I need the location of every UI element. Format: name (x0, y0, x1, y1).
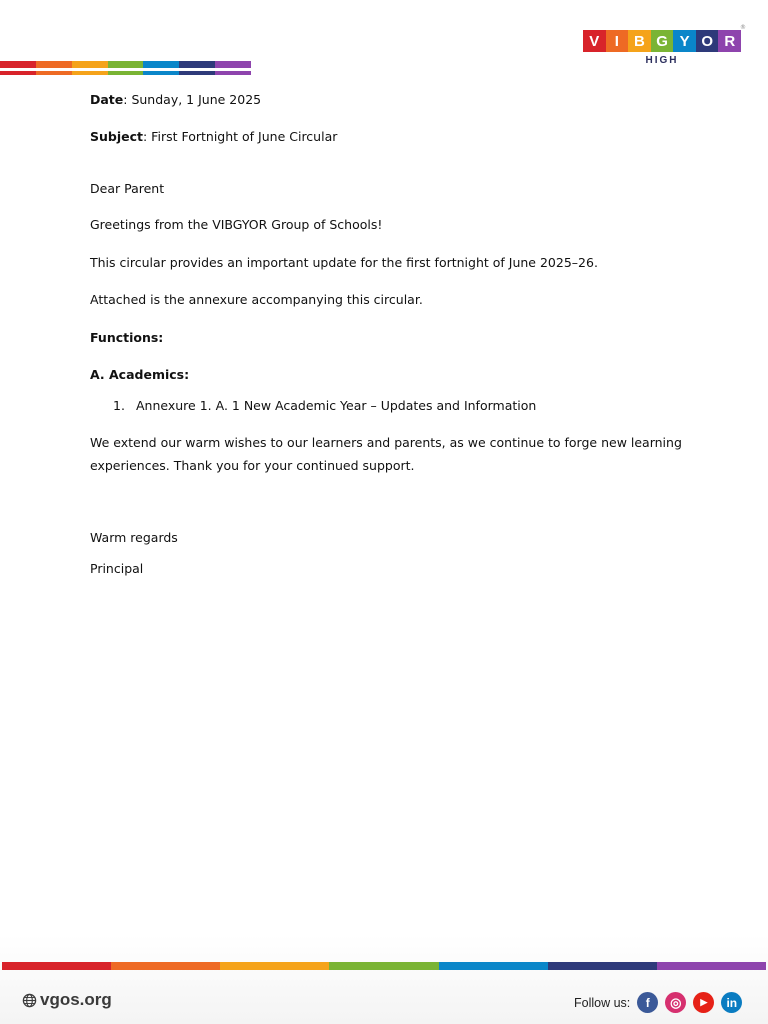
subject-value: : First Fortnight of June Circular (143, 129, 338, 144)
facebook-icon[interactable]: f (637, 992, 658, 1013)
website-text: vgos.org (40, 990, 112, 1009)
color-stripe-segment (108, 61, 144, 68)
logo-letters (583, 30, 741, 52)
attached-note: Attached is the annexure accompanying this circular. (90, 292, 423, 307)
linkedin-icon[interactable]: in (721, 992, 742, 1013)
color-stripe-segment (143, 71, 179, 75)
color-stripe-segment (329, 962, 438, 970)
social-icons (637, 992, 749, 1013)
subject-line (90, 128, 337, 146)
date-label: Date (90, 92, 124, 107)
logo-letter: O (696, 30, 719, 52)
color-stripe-segment (0, 61, 36, 68)
logo-letter: G (651, 30, 674, 52)
logo-letter: R (718, 30, 741, 52)
youtube-icon[interactable]: ▶ (693, 992, 714, 1013)
functions-heading (90, 329, 163, 347)
website-link[interactable] (22, 990, 112, 1010)
logo-letter: V (583, 30, 606, 52)
functions-heading-text: Functions: (90, 330, 164, 345)
color-stripe-segment (72, 71, 108, 75)
list-item-text: Annexure 1. A. 1 New Academic Year – Updates and Information (136, 398, 537, 413)
color-stripe-segment (215, 61, 251, 68)
color-stripe-segment (0, 71, 36, 75)
logo-letter: B (628, 30, 651, 52)
color-stripe-segment (36, 71, 72, 75)
logo-letter: I (606, 30, 629, 52)
color-stripe-segment (179, 61, 215, 68)
color-stripe-segment (548, 962, 657, 970)
color-stripe-segment (2, 962, 111, 970)
list-item (90, 397, 690, 415)
logo-subtitle: HIGH (645, 55, 679, 66)
date-value: : Sunday, 1 June 2025 (123, 92, 262, 107)
subject-label: Subject (90, 129, 143, 144)
logo-letter: Y (673, 30, 696, 52)
globe-icon (22, 993, 37, 1008)
sign-off: Warm regards (90, 530, 178, 545)
color-stripe-segment (179, 71, 215, 75)
color-stripe-segment (111, 962, 220, 970)
header-color-stripes (0, 61, 251, 75)
list-item-number: 1. (113, 398, 125, 413)
color-stripe-segment (36, 61, 72, 68)
closing-paragraph: We extend our warm wishes to our learners and parents, as we continue to forge new learning experiences. Thank you for your continued support. (90, 435, 682, 473)
color-stripe-segment (72, 61, 108, 68)
color-stripe-segment (108, 71, 144, 75)
color-stripe-segment (439, 962, 548, 970)
color-stripe-segment (657, 962, 766, 970)
color-stripe-segment (220, 962, 329, 970)
color-stripe-segment (215, 71, 251, 75)
greeting: Greetings from the VIBGYOR Group of Schools! (90, 217, 383, 232)
registered-mark: ® (740, 24, 746, 31)
footer-color-stripes (2, 962, 766, 970)
salutation: Dear Parent (90, 181, 165, 196)
instagram-icon[interactable]: ◎ (665, 992, 686, 1013)
color-stripe-segment (143, 61, 179, 68)
intro-paragraph: This circular provides an important update for the first fortnight of June 2025–26. (90, 255, 598, 270)
academics-heading (90, 366, 189, 384)
follow-us (574, 992, 749, 1013)
follow-label: Follow us: (574, 995, 631, 1010)
signature: Principal (90, 561, 144, 576)
vibgyor-logo (583, 24, 746, 66)
academics-heading-text: A. Academics: (90, 367, 190, 382)
date-line (90, 91, 261, 109)
